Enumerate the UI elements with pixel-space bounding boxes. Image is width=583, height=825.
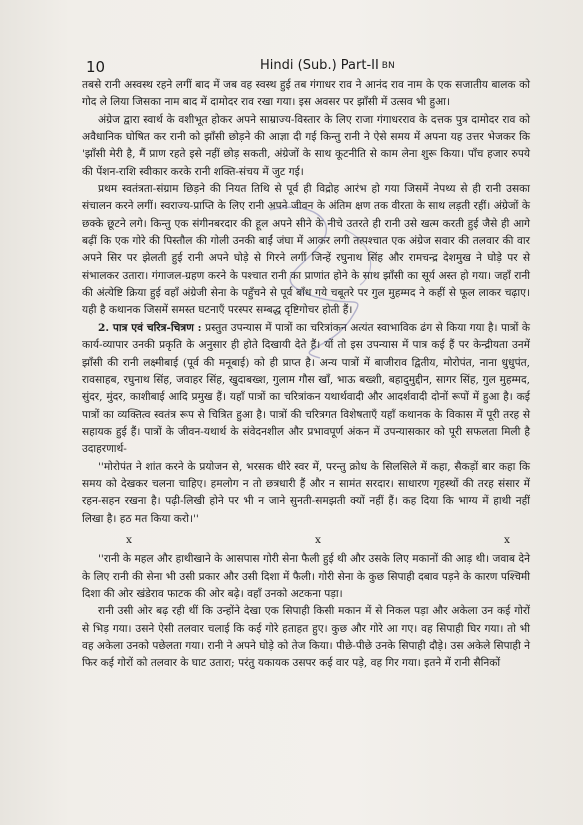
separator-row <box>82 532 530 549</box>
page-body <box>82 77 530 673</box>
quote-moropant: ''मोरोपंत ने शांत करने के प्रयोजन से, भरसक धीरे स्वर में, परन्तु क्रोध के सिलसिले में कहा, सैकड़ों बार कहा कि समय को देखकर चलना चाहिए। हमलोग न तो छत्रधारी हैं और न सामंत सरदार। साधारण गृहस्थों की तरह संसार में रहन-सहन रखना है। पढ़ी-लिखी होने पर भी न जाने सुनती-समझती क्यों नहीं हैं। कह दिया कि भाग्य में हाथी नहीं लिखा है। हठ मत किया करो।'' <box>82 460 530 525</box>
quote-battle: ''रानी के महल और हाथीखाने के आसपास गोरी सेना फैली हुई थी और उसके लिए मकानों की आड़ थी। जवाब देने के लिए रानी की सेना भी उसी प्रकार और उसी दिशा में फैली। गोरी सेना के कुछ सिपाही दबाव पड़ने के कारण पश्चिमी दिशा की ओर खंडेराव फाटक की ओर बढ़े। वहाँ उनको अटकना पड़ा। <box>82 553 530 600</box>
paragraph-characters <box>82 320 530 459</box>
running-head <box>260 58 395 73</box>
section-heading: 2. पात्र एवं चरित्र-चित्रण : <box>98 321 202 334</box>
paragraph-annexation: अंग्रेज द्वारा स्वार्थ के वशीभूत होकर अपने साम्राज्य-विस्तार के लिए राजा गंगाधरराव के दत्तक पुत्र दामोदर राव को अवैधानिक घोषित कर रानी को झाँसी छोड़ने की आज्ञा दी गई किन्तु रानी ने ऐसे समय में अपना यह उत्तर भेजकर कि 'झाँसी मेरी है, मैं प्राण रहते इसे नहीं छोड़ सकती, अंग्रेजों के साथ कूटनीति से काम लेना शुरू किया। पाँच हजार रुपये की पेंशन-राशि स्वीकार करके रानी शक्ति-संचय में जुट गई। <box>82 113 530 178</box>
running-head-title: Hindi (Sub.) Part-II <box>260 58 379 73</box>
separator-mark: x <box>315 533 321 546</box>
separator-mark: x <box>126 533 132 546</box>
paragraph-adoption: तबसे रानी अस्वस्थ रहने लगीं बाद में जब वह स्वस्थ हुई तब गंगाधर राव ने आनंद राव नाम के एक सजातीय बालक को गोद ले लिया जिसका नाम बाद में दामोदर राव रखा गया। इस अवसर पर झाँसी में उत्सव भी हुआ। <box>82 79 530 109</box>
paragraph-revolt: प्रथम स्वतंत्रता-संग्राम छिड़ने की नियत तिथि से पूर्व ही विद्रोह आरंभ हो गया जिसमें नेपथ्य से ही रानी उसका संचालन करने लगीं। स्वराज्य-प्राप्ति के लिए रानी अपने जीवन के अंतिम क्षण तक वीरता के साथ लड़ती रहीं। अंग्रेजों के छक्के छूटने लगे। किन्तु एक संगीनबरदार की हूल अपने सीने के नीचे उतरते ही रानी उसे खत्म करती हुई जैसे ही आगे बढ़ीं कि एक गोरे की पिस्तौल की गोली उनकी बाईं जंघा में आकर लगी तत्पश्चात एक अंग्रेज सवार की तलवार की वार अपने सिर पर झेलती हुई रानी अपने घोड़े से गिरने लगीं जिन्हें रघुनाथ सिंह और रामचन्द्र देशमुख ने घोड़े पर से संभालकर उतारा। गंगाजल-ग्रहण करने के पश्चात रानी का प्राणांत होने के साथ झाँसी का सूर्य अस्त हो गया। जहाँ रानी की अंत्येष्टि क्रिया हुई वहाँ अंग्रेजी सेना के पहुँचने से पूर्व बाँध गये चबूतरे पर गुल मुहम्मद ने कहीं से फूल लाकर चढ़ाए। यही है कथानक जिसमें समस्त घटनाएँ परस्पर सम्बद्ध दृष्टिगोचर होती हैं। <box>82 183 530 317</box>
section-body: प्रस्तुत उपन्यास में पात्रों का चरित्रांकन अत्यंत स्वाभाविक ढंग से किया गया है। पात्रों के कार्य-व्यापार उनकी प्रकृति के अनुसार ही होते दिखायी देते हैं। यों तो इस उपन्यास में पात्र कई हैं पर केन्द्रीयता उनमें झाँसी की रानी लक्ष्मीबाई (पूर्व की मनूबाई) को ही प्राप्त है। अन्य पात्रों में बाजीराव द्वितीय, मोरोपंत, नाना धुधुपंत, रावसाहब, रघुनाथ सिंह, जवाहर सिंह, खुदाबख्श, गुलाम गौस खाँ, भाऊ बख्शी, बहादुमुद्दीन, सागर सिंह, गुल मुहम्मद, सुंदर, मुंदर, काशीबाई आदि प्रमुख हैं। यहाँ पात्रों का चरित्रांकन यथार्थवादी और आदर्शवादी दोनों रूपों में हुआ है। कई पात्रों का व्यक्तित्व स्वतंत्र रूप से चित्रित हुआ है। पात्रों की चरित्रगत विशेषताएँ यहाँ कथानक के विकास में पूरी तरह से सहायक हुई हैं। पात्रों के जीवन-यथार्थ के संवेदनशील और प्रभावपूर्ण अंकन में उपन्यासकार को पूरी सफलता मिली है उदाहरणार्थ- <box>82 321 531 456</box>
page-number: 10 <box>86 58 106 76</box>
paragraph-closing: रानी उसी ओर बढ़ रही थीं कि उन्होंने देखा एक सिपाही किसी मकान में से निकल पड़ा और अकेला उन कई गोरों से भिड़ गया। उसने ऐसी तलवार चलाई कि कई गोरे हताहत हुए। कुछ और गोरे आ गए। वह सिपाही घिर गया। तो भी वह अकेला उनको पछेलता गया। रानी ने अपने घोड़े को तेज किया। पीछे-पीछे उनके सिपाही दौड़े। उस अकेले सिपाही ने फिर कई गोरों को तलवार के घाट उतारा; परंतु यकायक उसपर कई वार पड़े, वह गिर गया। इतने में रानी सैनिकों <box>82 605 530 670</box>
separator-mark: x <box>504 533 510 546</box>
running-head-code: BN <box>381 61 395 71</box>
